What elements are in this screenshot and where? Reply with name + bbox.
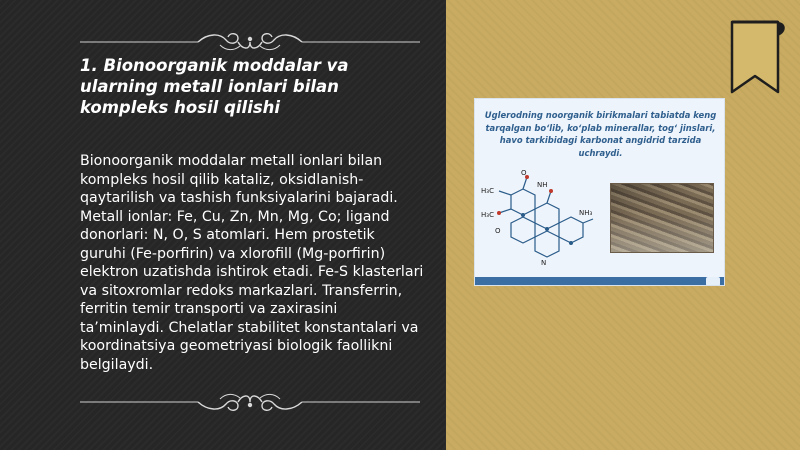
top-ornament-icon: [80, 29, 420, 55]
rock-photo: [610, 183, 714, 253]
bookmark-ribbon-icon: [720, 18, 790, 98]
slide-title: 1. Bionoorganik moddalar va ularning metall ionlari bilan kompleks hosil qilishi: [80, 56, 349, 117]
illustration-image: [474, 98, 725, 286]
molecule-label-o-top: O: [521, 169, 527, 177]
strip-badge-icon: [706, 277, 720, 286]
slide-body-text: Bionoorganik moddalar metall ionlari bilan kompleks hosil qilib kataliz, oksidlanish-qaytarilish va tashish funksiyalarini bajaradi. Metall ionlar: Fe, Cu, Zn, Mn, Mg, Co; ligand donorlari: N, O, S atomlari. Hem prostetik guruhi (Fe-porfirin) va xlorofill (Mg-porfirin) elektron uzatishda ishtirok etadi. Fe-S klasterlari va sitoxromlar redoks markazlari. Transferrin, ferritin temir transporti va zaxirasini ta’minlaydi. Chelatlar stabilitet konstantalari va koordinatsiya geometriyasi biologik faollikni belgilaydi.: [80, 153, 424, 373]
molecule-label-o-left: O: [495, 227, 501, 235]
molecule-label-h3c-mid: H₃C: [481, 211, 494, 219]
molecule-label-nh3: NH₃: [579, 209, 593, 217]
molecule-label-h3c-top: H₃C: [481, 187, 494, 195]
bottom-ornament-icon: [80, 389, 420, 415]
molecule-label-n: N: [541, 259, 547, 267]
image-caption: Uglerodning noorganik birikmalari tabiatda keng tarqalgan bo‘lib, ko‘plab minerallar, tog‘ jinslari, havo tarkibidagi karbonat angidrid tarzida uchraydi.: [484, 110, 717, 158]
molecule-label-nh: NH: [537, 181, 548, 189]
image-bottom-strip: [475, 277, 724, 286]
panel-divider: [445, 0, 446, 450]
rock-photo-overlay: [611, 184, 713, 252]
porphyrin-molecule-icon: [481, 165, 601, 275]
